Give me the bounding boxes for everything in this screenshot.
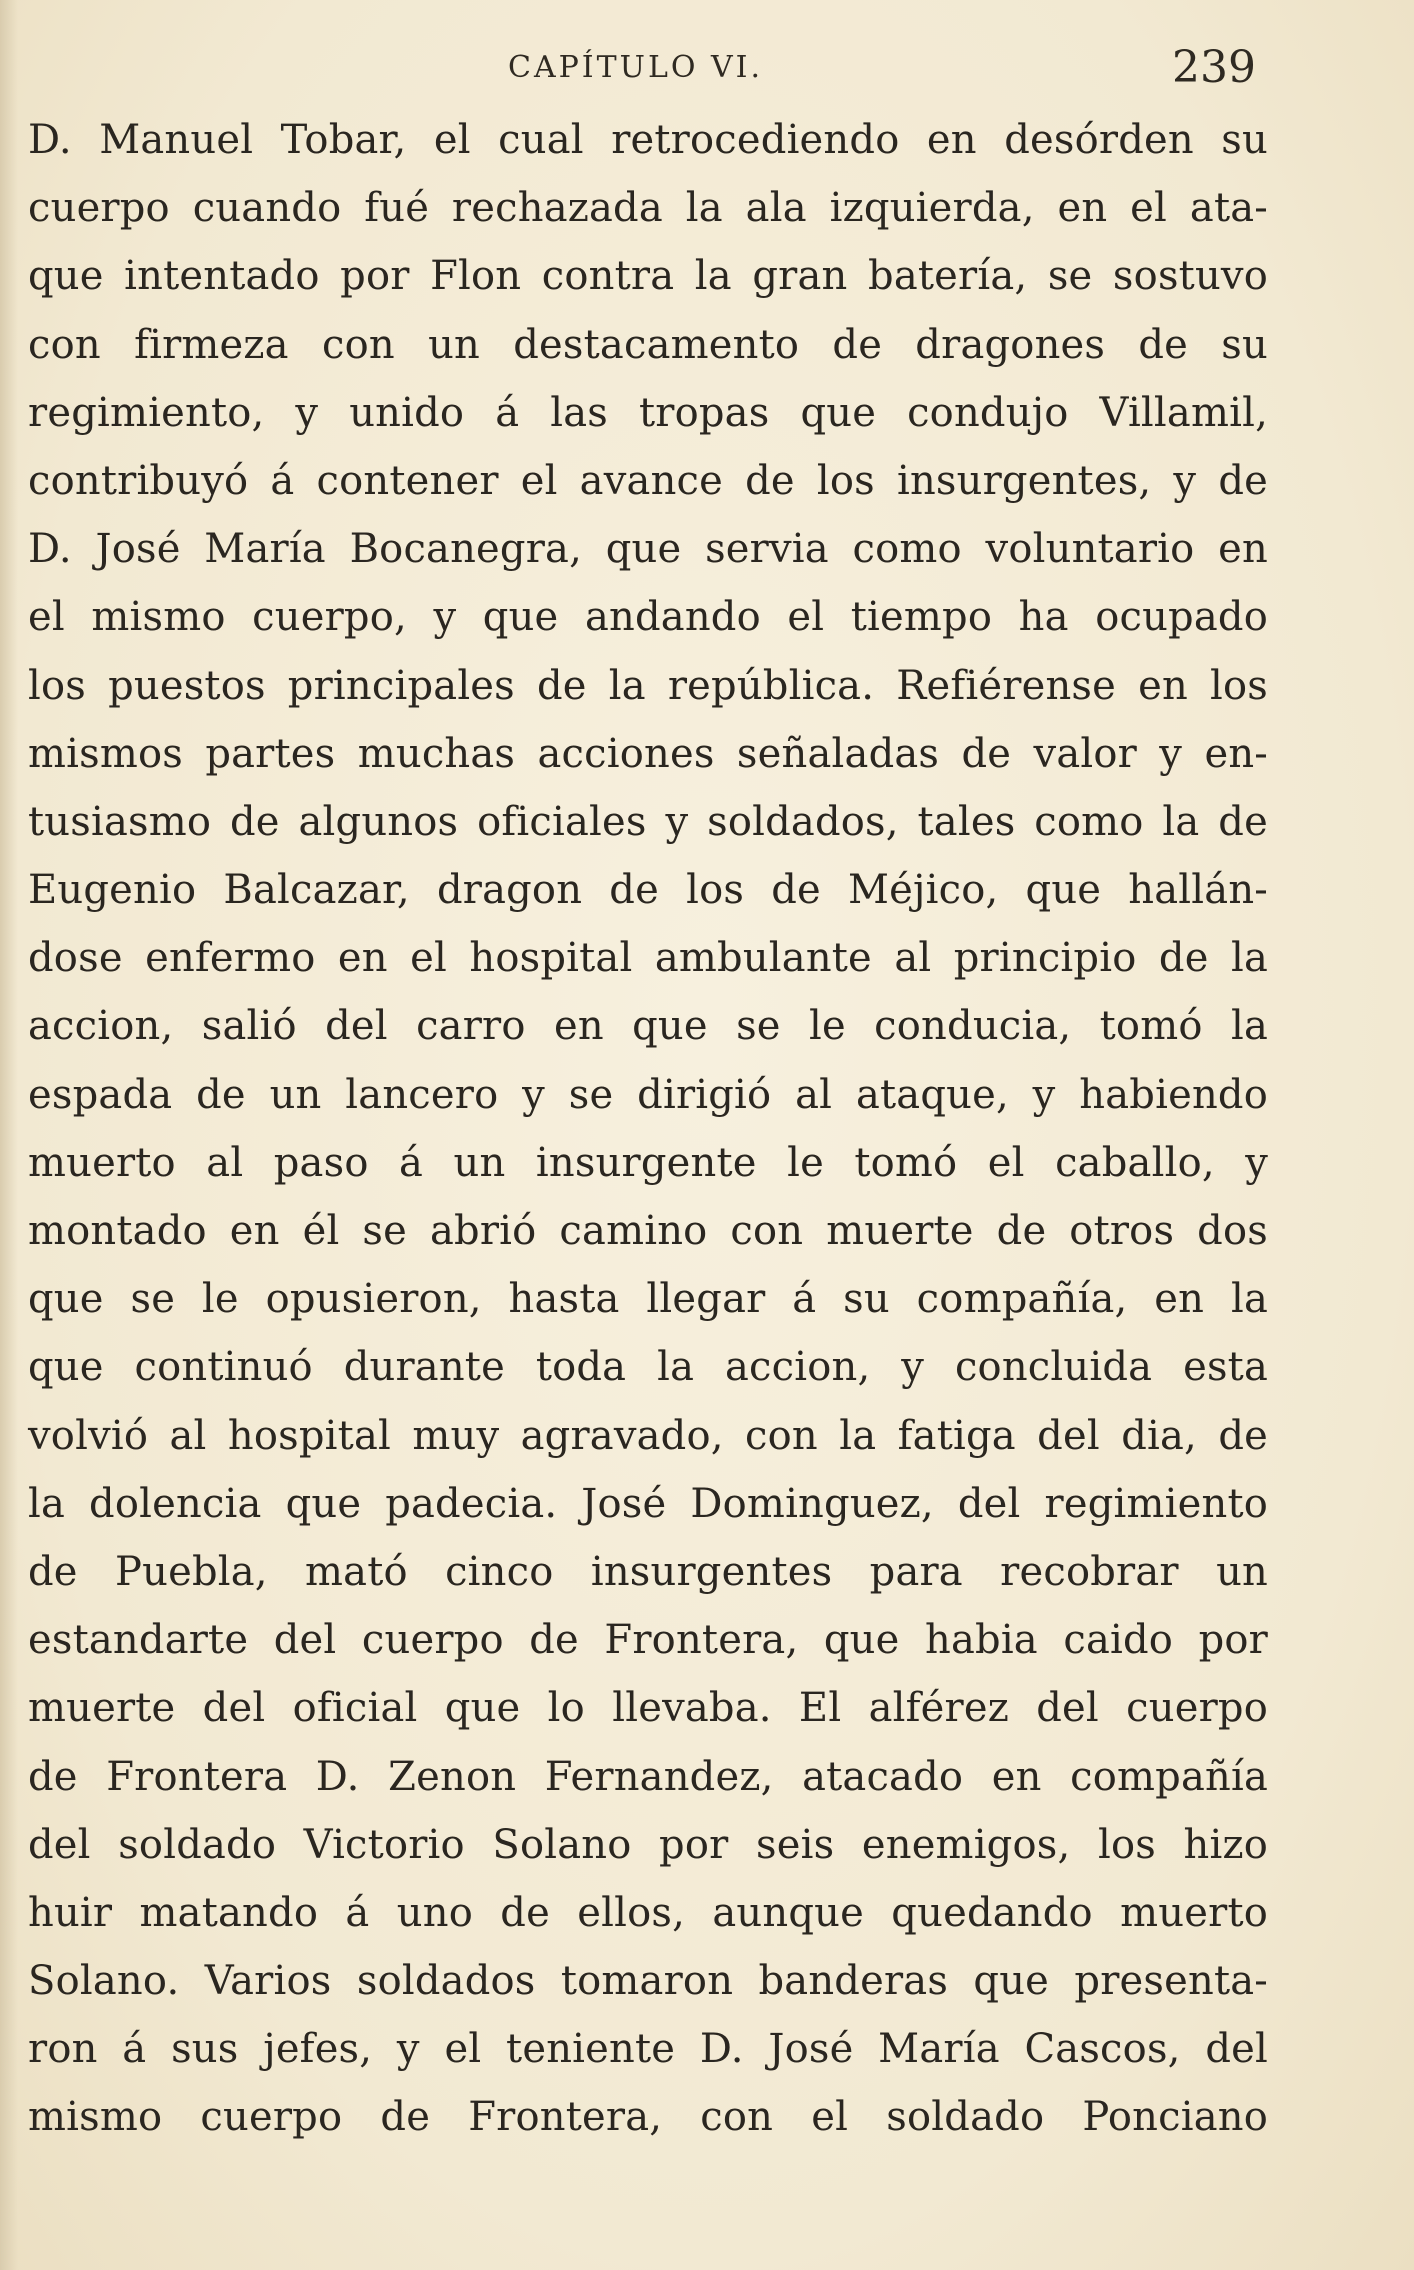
text-line: cuerpo cuando fué rechazada la ala izquierda, en el ata- [28,185,1268,232]
text-line: que intentado por Flon contra la gran batería, se sostuvo [28,253,1268,300]
text-line: muerto al paso á un insurgente le tomó el caballo, y [28,1139,1268,1186]
text-line: dose enfermo en el hospital ambulante al principio de la [28,935,1268,982]
text-line: mismo cuerpo de Frontera, con el soldado Ponciano [28,2094,1268,2141]
text-line: la dolencia que padecia. José Dominguez, del regimiento [28,1480,1268,1527]
text-line: espada de un lancero y se dirigió al ataque, y habiendo [28,1071,1268,1118]
body-text [28,106,1268,2152]
text-line: accion, salió del carro en que se le conducia, tomó la [28,1003,1268,1050]
text-line: regimiento, y unido á las tropas que condujo Villamil, [28,389,1268,436]
page-gutter-shadow [0,0,18,2270]
text-line: estandarte del cuerpo de Frontera, que habia caido por [28,1617,1268,1664]
page-number: 239 [1172,42,1256,93]
text-line: D. Manuel Tobar, el cual retrocediendo en desórden su [28,117,1268,163]
text-line: que continuó durante toda la accion, y concluida esta [28,1344,1268,1391]
running-head [0,40,1414,100]
text-line: D. José María Bocanegra, que servia como voluntario en [28,526,1268,573]
text-line: montado en él se abrió camino con muerte de otros dos [28,1208,1268,1254]
text-line: Eugenio Balcazar, dragon de los de Méjico, que hallán- [28,867,1268,914]
text-line: volvió al hospital muy agravado, con la fatiga del dia, de [28,1412,1268,1459]
text-line: huir matando á uno de ellos, aunque quedando muerto [28,1889,1268,1936]
text-line: Solano. Varios soldados tomaron banderas que presenta- [28,1958,1268,2005]
text-line: de Frontera D. Zenon Fernandez, atacado en compañía [28,1753,1268,1800]
text-line: mismos partes muchas acciones señaladas de valor y en- [28,730,1268,777]
chapter-heading: CAPÍTULO VI. [508,50,764,85]
text-line: los puestos principales de la república. Refiérense en los [28,662,1268,709]
text-line: muerte del oficial que lo llevaba. El alférez del cuerpo [28,1685,1268,1732]
text-line: de Puebla, mató cinco insurgentes para recobrar un [28,1548,1268,1595]
text-line: ron á sus jefes, y el teniente D. José María Cascos, del [28,2026,1268,2073]
text-line: del soldado Victorio Solano por seis enemigos, los hizo [28,1821,1268,1868]
text-line: tusiasmo de algunos oficiales y soldados, tales como la de [28,798,1268,845]
text-line: con firmeza con un destacamento de dragones de su [28,321,1268,368]
text-line: que se le opusieron, hasta llegar á su compañía, en la [28,1276,1268,1323]
text-line: contribuyó á contener el avance de los insurgentes, y de [28,457,1268,504]
text-line: el mismo cuerpo, y que andando el tiempo ha ocupado [28,594,1268,641]
